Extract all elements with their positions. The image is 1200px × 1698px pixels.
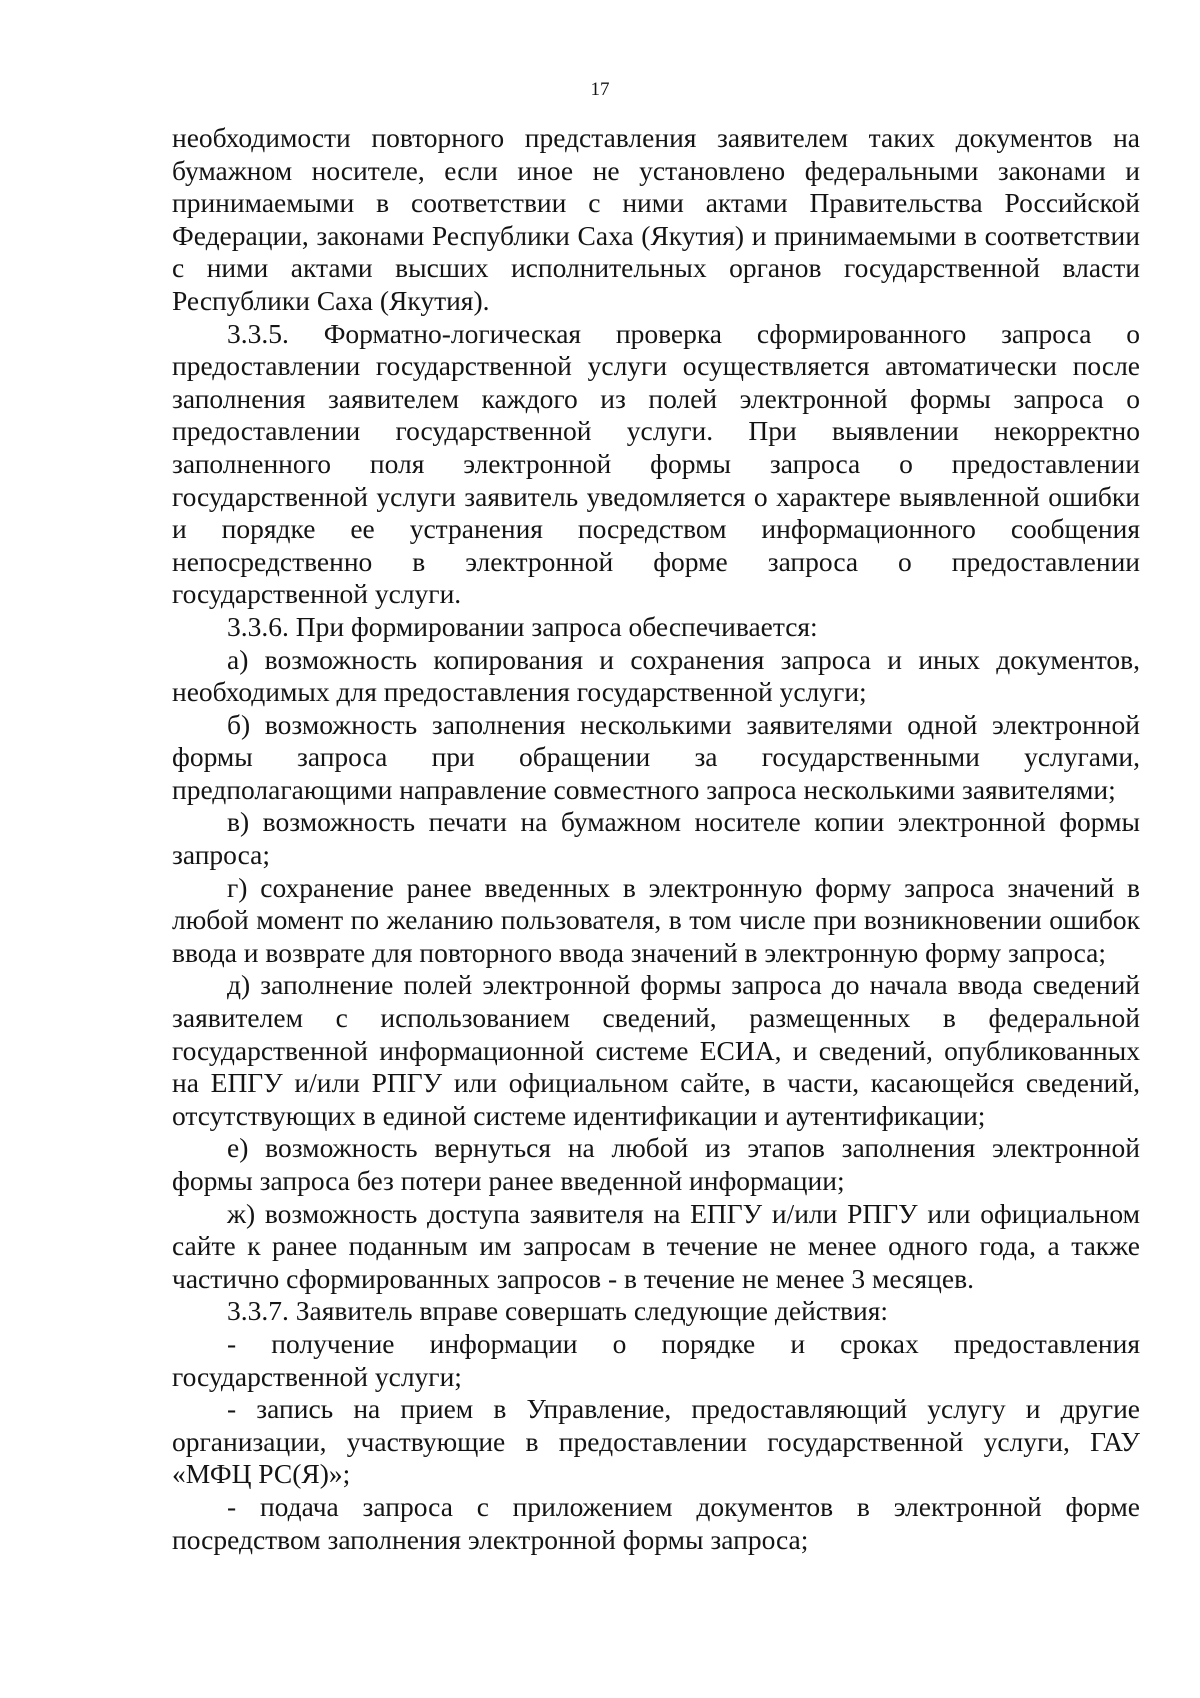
list-item-b: б) возможность заполнения несколькими заявителями одной электронной формы запроса при обращении за государственными услугами, предполагающими направление совместного запроса несколькими заявителями; <box>172 708 1140 805</box>
list-item-g: г) сохранение ранее введенных в электронную форму запроса значений в любой момент по желанию пользователя, в том числе при возникновении ошибок ввода и возврате для повторного ввода значений в электронную форму запроса; <box>172 871 1140 968</box>
list-item-zh: ж) возможность доступа заявителя на ЕПГУ и/или РПГУ или официальном сайте к ранее поданным им запросам в течение не менее одного года, а также частично сформированных запросов - в течение не менее 3 месяцев. <box>172 1197 1140 1294</box>
list-item-e: е) возможность вернуться на любой из этапов заполнения электронной формы запроса без потери ранее введенной информации; <box>172 1132 1140 1196</box>
paragraph-3-3-6: 3.3.6. При формировании запроса обеспечивается: <box>227 610 818 642</box>
dash-item-submission: - подача запроса с приложением документов в электронной форме посредством заполнения электронной формы запроса; <box>172 1490 1140 1555</box>
document-body <box>172 122 1140 1556</box>
list-item-a: а) возможность копирования и сохранения запроса и иных документов, необходимых для предоставления государственной услуги; <box>172 643 1140 708</box>
paragraph-3-3-7: 3.3.7. Заявитель вправе совершать следующие действия: <box>227 1295 889 1327</box>
list-item-v: в) возможность печати на бумажном носителе копии электронной формы запроса; <box>172 806 1140 871</box>
dash-item-info: - получение информации о порядке и сроках предоставления государственной услуги; <box>172 1327 1140 1392</box>
dash-item-appointment: - запись на прием в Управление, предоставляющий услугу и другие организации, участвующие в предоставлении государственной услуги, ГАУ «МФЦ РС(Я)»; <box>172 1393 1140 1490</box>
page-number: 17 <box>590 79 610 100</box>
paragraph-3-3-5: 3.3.5. Форматно-логическая проверка сформированного запроса о предоставлении государственной услуги осуществляется автоматически после заполнения заявителем каждого из полей электронной формы запроса о предоставлении государственной услуги. При выявлении некорректно заполненного поля электронной формы запроса о предоставлении государственной услуги заявитель уведомляется о характере выявленной ошибки и порядке ее устранения посредством информационного сообщения непосредственно в электронной форме запроса о предоставлении государственной услуги. <box>172 317 1140 610</box>
paragraph-continuation: необходимости повторного представления заявителем таких документов на бумажном носителе, если иное не установлено федеральными законами и принимаемыми в соответствии с ними актами Правительства Российской Федерации, законами Республики Саха (Якутия) и принимаемыми в соответствии с ними актами высших исполнительных органов государственной власти Республики Саха (Якутия). <box>172 122 1140 316</box>
list-item-d: д) заполнение полей электронной формы запроса до начала ввода сведений заявителем с использованием сведений, размещенных в федеральной государственной информационной системе ЕСИА, и сведений, опубликованных на ЕПГУ и/или РПГУ или официальном сайте, в части, касающейся сведений, отсутствующих в единой системе идентификации и аутентификации; <box>172 969 1140 1131</box>
